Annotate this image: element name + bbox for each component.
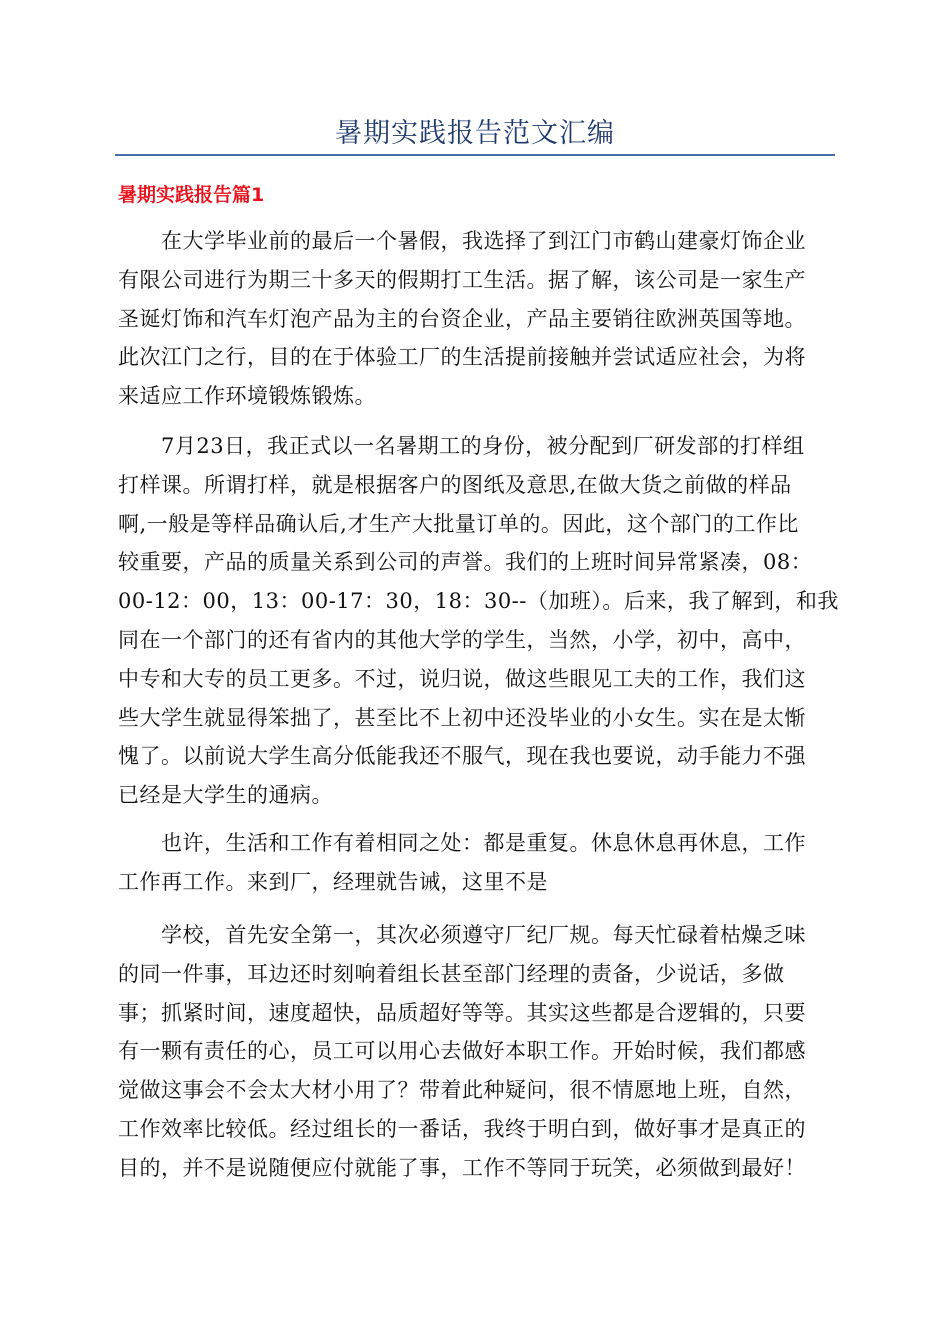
section-heading: 暑期实践报告篇1	[118, 184, 265, 206]
paragraph-line: 啊,一般是等样品确认后,才生产大批量订单的。因此，这个部门的工作比	[118, 511, 799, 536]
paragraph-line: 同在一个部门的还有省内的其他大学的学生，当然，小学，初中，高中，	[118, 627, 806, 652]
paragraph-line: 工作效率比较低。经过组长的一番话，我终于明白到，做好事才是真正的	[118, 1116, 806, 1141]
paragraph-line: 目的，并不是说随便应付就能了事，工作不等同于玩笑，必须做到最好！	[118, 1155, 806, 1180]
paragraph-line: 愧了。以前说大学生高分低能我还不服气，现在我也要说，动手能力不强	[118, 744, 806, 769]
paragraph-line: 打样课。所谓打样，就是根据客户的图纸及意思,在做大货之前做的样品	[118, 472, 792, 497]
paragraph-2	[118, 427, 839, 815]
paragraph-line: 的同一件事，耳边还时刻响着组长甚至部门经理的责备，少说话，多做	[118, 961, 785, 986]
paragraph-line: 觉做这事会不会太大材小用了？带着此种疑问，很不情愿地上班，自然，	[118, 1078, 806, 1103]
paragraph-line: 来适应工作环境锻炼锻炼。	[118, 384, 376, 409]
paragraph-line: 此次江门之行，目的在于体验工厂的生活提前接触并尝试适应社会，为将	[118, 345, 806, 370]
paragraph-line: 圣诞灯饰和汽车灯泡产品为主的台资企业，产品主要销往欧洲英国等地。	[118, 306, 806, 331]
paragraph-line: 事；抓紧时间，速度超快，品质超好等等。其实这些都是合逻辑的，只要	[118, 1000, 806, 1025]
paragraph-line: 有一颗有责任的心，员工可以用心去做好本职工作。开始时候，我们都感	[118, 1039, 806, 1064]
paragraph-1	[118, 222, 834, 416]
paragraph-line: 些大学生就显得笨拙了，甚至比不上初中还没毕业的小女生。实在是太惭	[118, 705, 806, 730]
paragraph-line: 工作再工作。来到厂，经理就告诫，这里不是	[118, 869, 548, 894]
paragraph-line: 有限公司进行为期三十多天的假期打工生活。据了解，该公司是一家生产	[118, 267, 806, 292]
paragraph-line: 中专和大专的员工更多。不过，说归说，做这些眼见工夫的工作，我们这	[118, 666, 806, 691]
paragraph-line: 在大学毕业前的最后一个暑假，我选择了到江门市鹤山建豪灯饰企业	[118, 229, 806, 253]
paragraph-line: 也许，生活和工作有着相同之处：都是重复。休息休息再休息，工作	[118, 831, 806, 855]
document-title: 暑期实践报告范文汇编	[335, 118, 615, 149]
paragraph-line: 较重要，产品的质量关系到公司的声誉。我们的上班时间异常紧凑，08：	[118, 550, 813, 575]
paragraph-line: 已经是大学生的通病。	[118, 783, 333, 808]
title-underline	[115, 154, 835, 156]
paragraph-4	[118, 916, 834, 1188]
paragraph-line: 学校，首先安全第一，其次必须遵守厂纪厂规。每天忙碌着枯燥乏味	[118, 923, 806, 947]
paragraph-line: 00-12：00，13：00-17：30，18：30--（加班）。后来，我了解到，和我	[118, 589, 839, 614]
paragraph-line: 7月23日，我正式以一名暑期工的身份，被分配到厂研发部的打样组	[118, 434, 805, 458]
paragraph-3	[118, 824, 834, 902]
